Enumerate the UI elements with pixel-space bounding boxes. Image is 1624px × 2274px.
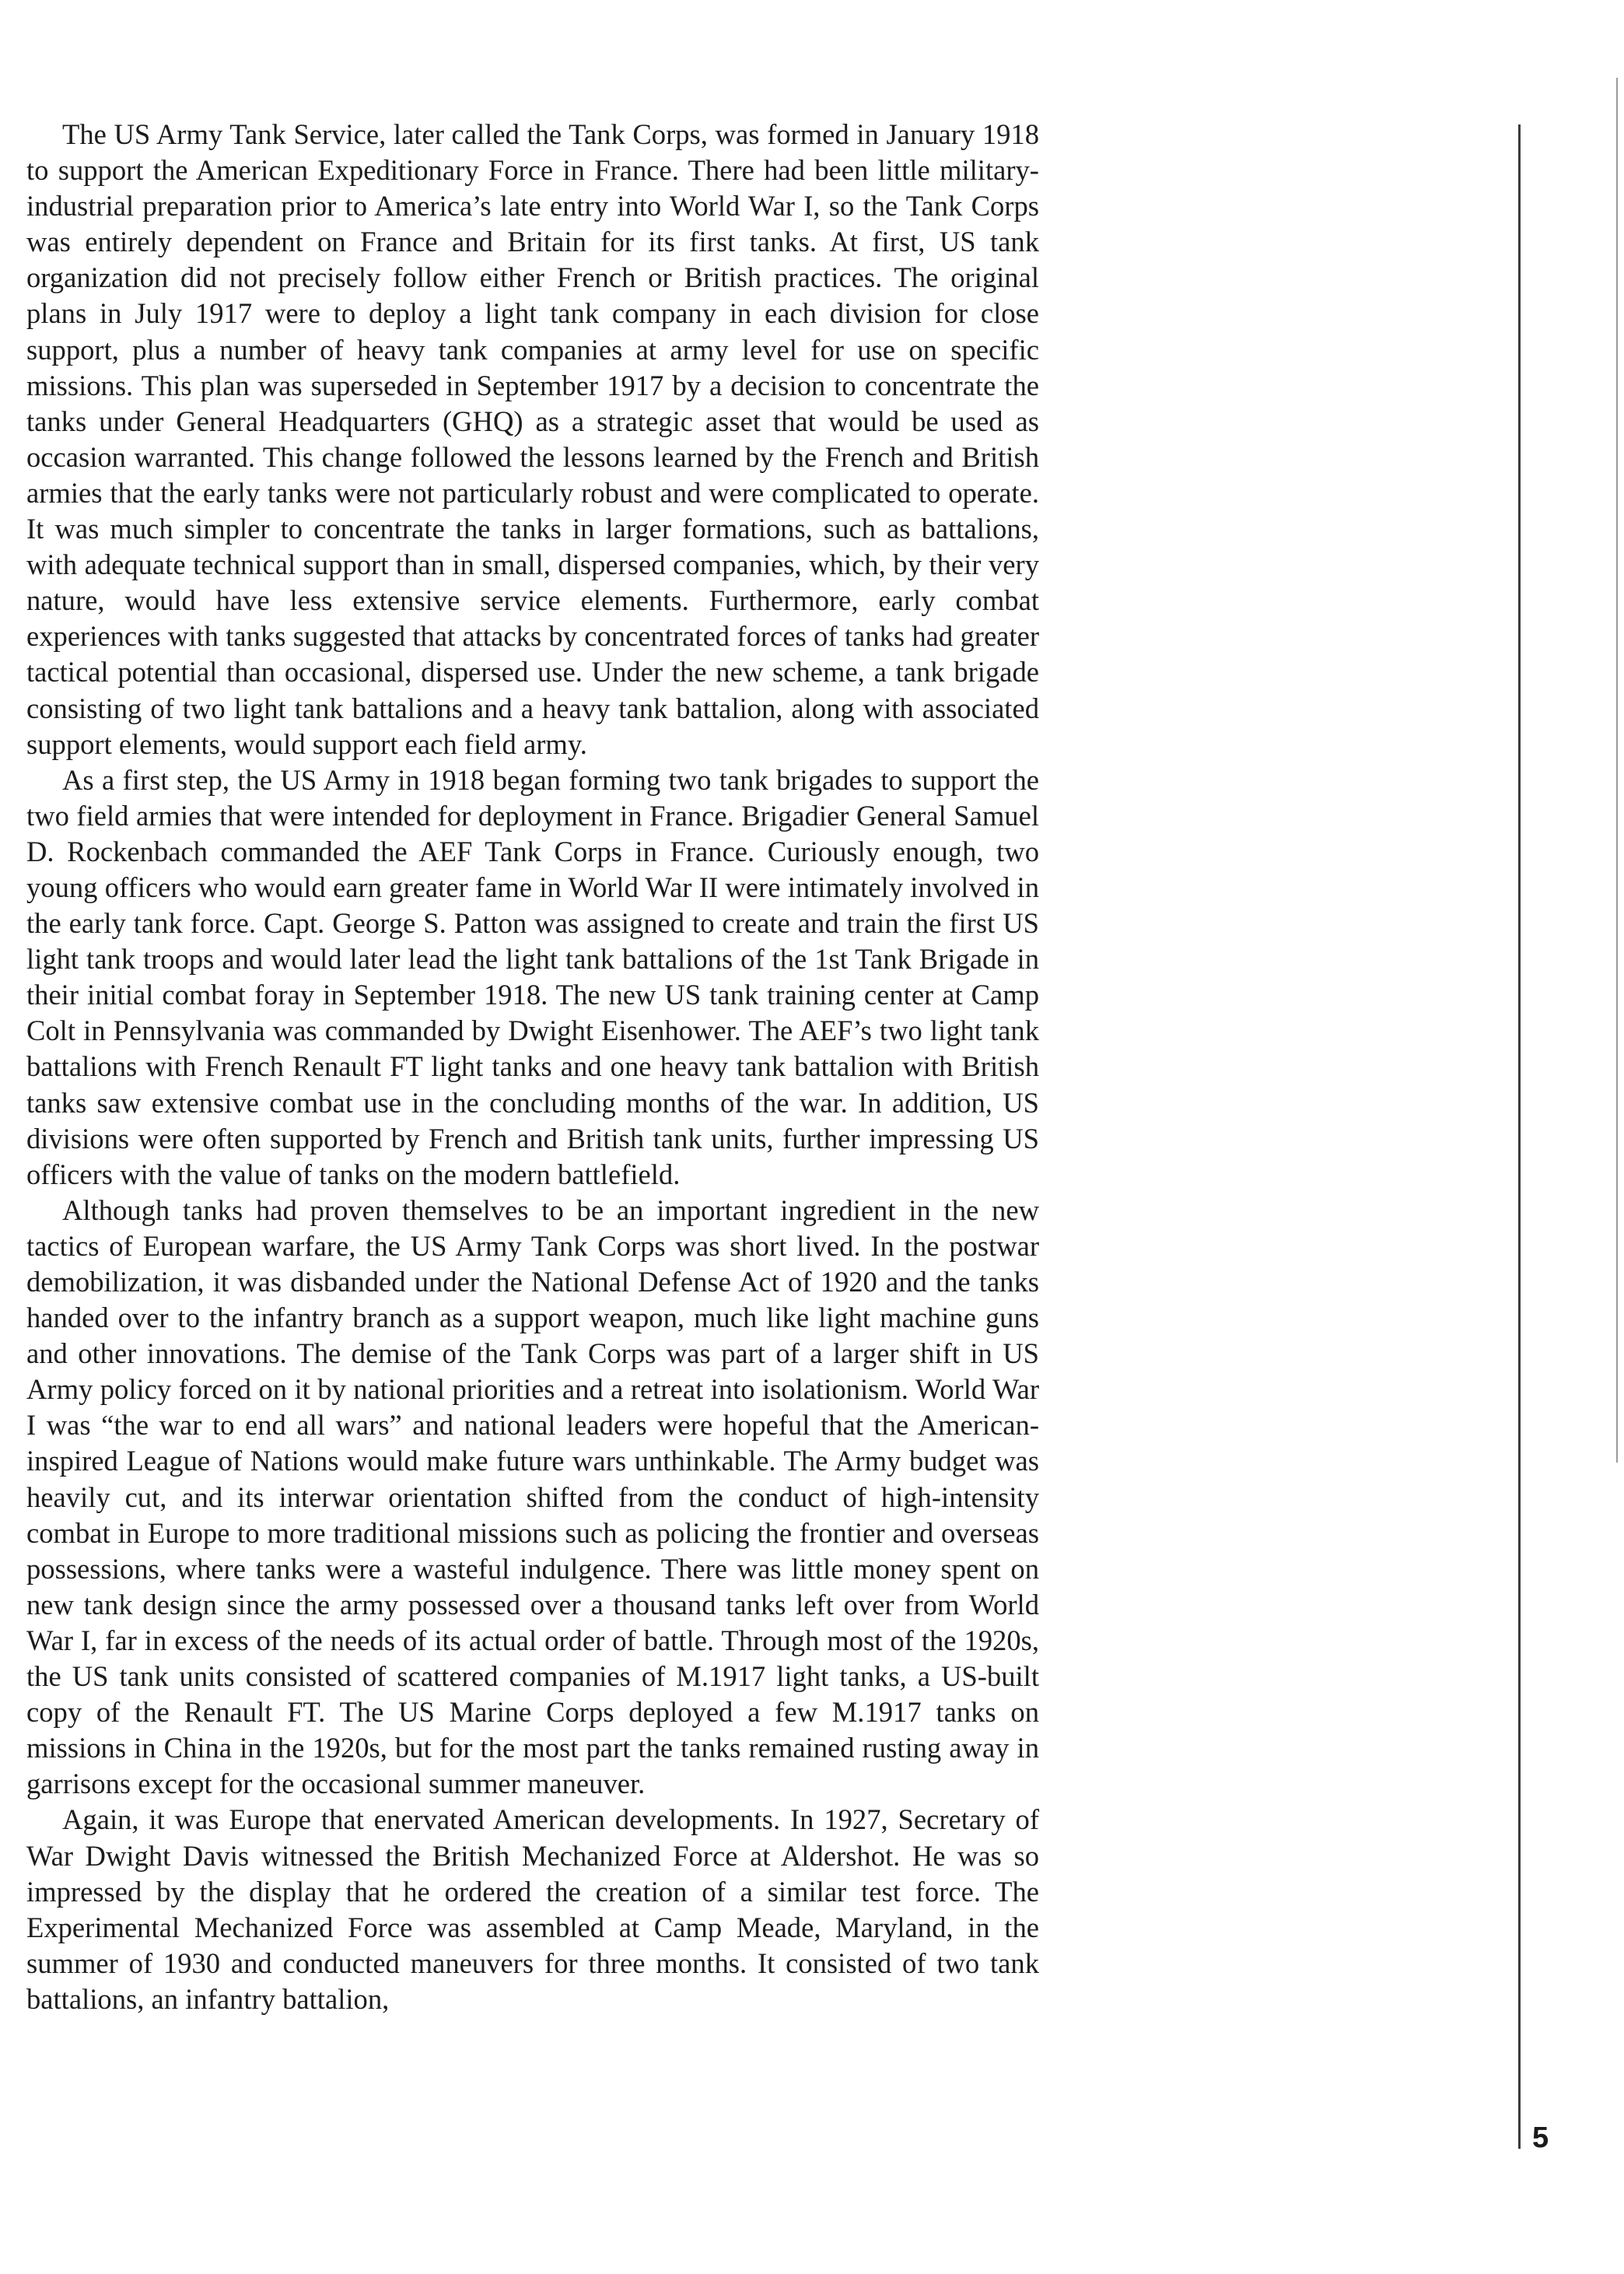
page-number: 5 [1532, 2122, 1549, 2154]
page-edge-line [1616, 78, 1618, 1463]
paragraph-4: Again, it was Europe that enervated American developments. In 1927, Secretary of War Dwight Davis witnessed the British Mechanized Force at Aldershot. He was so impressed by the display that he ordered the creation of a similar test force. The Experimental Mechanized Force was assembled at Camp Meade, Maryland, in the summer of 1930 and conducted maneuvers for three months. It consisted of two tank battalions, an infantry battalion, [26, 1803, 1039, 2015]
body-text [26, 117, 1039, 2017]
paragraph-2: As a first step, the US Army in 1918 began forming two tank brigades to support the two field armies that were intended for deployment in France. Brigadier General Samuel D. Rockenbach commanded the AEF Tank Corps in France. Curiously enough, two young officers who would earn greater fame in World War II were intimately involved in the early tank force. Capt. George S. Patton was assigned to create and train the first US light tank troops and would later lead the light tank battalions of the 1st Tank Brigade in their initial combat foray in September 1918. The new US tank training center at Camp Colt in Pennsylvania was commanded by Dwight Eisenhower. The AEF’s two light tank battalions with French Renault FT light tanks and one heavy tank battalion with British tanks saw extensive combat use in the concluding months of the war. In addition, US divisions were often supported by French and British tank units, further impressing US officers with the value of tanks on the modern battlefield. [26, 763, 1039, 1190]
margin-rule [1518, 124, 1521, 2149]
paragraph-3: Although tanks had proven themselves to be an important ingredient in the new tactics of European warfare, the US Army Tank Corps was short lived. In the postwar demobilization, it was disbanded under the National Defense Act of 1920 and the tanks handed over to the infantry branch as a support weapon, much like light machine guns and other innovations. The demise of the Tank Corps was part of a larger shift in US Army policy forced on it by national priorities and a retreat into isolationism. World War I was “the war to end all wars” and national leaders were hopeful that the American-inspired League of Nations would make future wars unthinkable. The Army budget was heavily cut, and its interwar orientation shifted from the conduct of high-intensity combat in Europe to more traditional missions such as policing the frontier and overseas possessions, where tanks were a wasteful indulgence. There was little money spent on new tank design since the army possessed over a thousand tanks left over from World War I, far in excess of the needs of its actual order of battle. Through most of the 1920s, the US tank units consisted of scattered companies of M.1917 light tanks, a US-built copy of the Renault FT. The US Marine Corps deployed a few M.1917 tanks on missions in China in the 1920s, but for the most part the tanks remained rusting away in garrisons except for the occasional summer maneuver. [26, 1193, 1039, 1800]
paragraph-1: The US Army Tank Service, later called the Tank Corps, was formed in January 1918 to support the American Expeditionary Force in France. There had been little military-industrial preparation prior to America’s late entry into World War I, so the Tank Corps was entirely dependent on France and Britain for its first tanks. At first, US tank organization did not precisely follow either French or British practices. The original plans in July 1917 were to deploy a light tank company in each division for close support, plus a number of heavy tank companies at army level for use on specific missions. This plan was superseded in September 1917 by a decision to concentrate the tanks under General Headquarters (GHQ) as a strategic asset that would be used as occasion warranted. This change followed the lessons learned by the French and British armies that the early tanks were not particularly robust and were complicated to operate. It was much simpler to concentrate the tanks in larger formations, such as battalions, with adequate technical support than in small, dispersed companies, which, by their very nature, would have less extensive service elements. Furthermore, early combat experiences with tanks suggested that attacks by concentrated forces of tanks had greater tactical potential than occasional, dispersed use. Under the new scheme, a tank brigade consisting of two light tank battalions and a heavy tank battalion, along with associated support elements, would support each field army. [26, 118, 1039, 760]
